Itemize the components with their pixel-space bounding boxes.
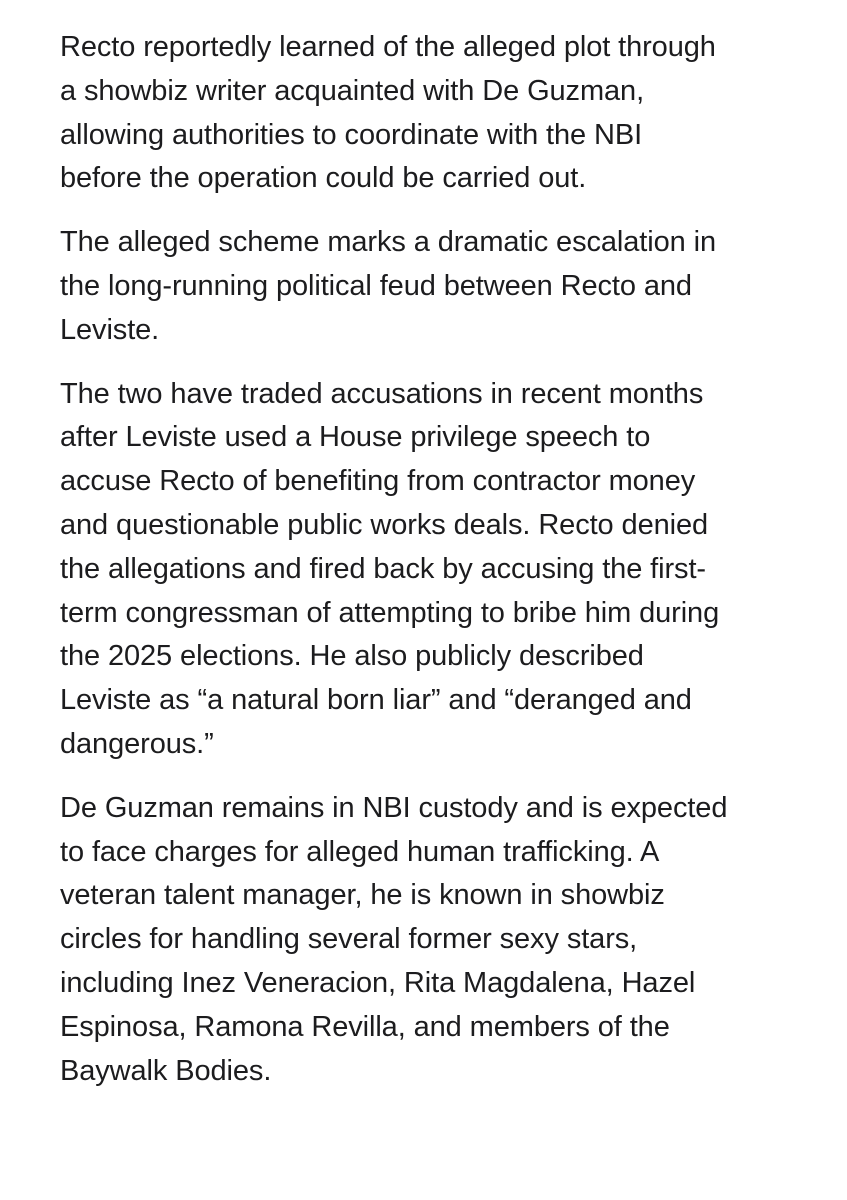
text-line: a showbiz writer acquainted with De Guzman, (60, 74, 645, 107)
text-line: and questionable public works deals. Recto denied (60, 508, 709, 541)
paragraph-2 (60, 221, 835, 352)
text-line: De Guzman remains in NBI custody and is expected (60, 791, 728, 824)
text-line: Leviste as “a natural born liar” and “deranged and (60, 684, 692, 717)
text-line: the 2025 elections. He also publicly described (60, 640, 644, 673)
paragraph-1 (60, 26, 835, 201)
text-line: The alleged scheme marks a dramatic escalation in (60, 226, 716, 259)
text-line: veteran talent manager, he is known in showbiz (60, 879, 665, 912)
text-line: Leviste. (60, 313, 160, 346)
text-line: circles for handling several former sexy stars, (60, 923, 638, 956)
text-line: term congressman of attempting to bribe him during (60, 596, 720, 629)
text-line: Baywalk Bodies. (60, 1054, 272, 1087)
text-line: dangerous.” (60, 727, 214, 760)
text-line: Espinosa, Ramona Revilla, and members of the (60, 1010, 670, 1043)
text-line: Recto reportedly learned of the alleged plot through (60, 31, 716, 63)
text-line: allowing authorities to coordinate with the NBI (60, 118, 643, 151)
text-line: after Leviste used a House privilege speech to (60, 421, 651, 454)
text-line: accuse Recto of benefiting from contractor money (60, 465, 696, 498)
text-line: the long-running political feud between Recto and (60, 269, 692, 302)
text-line: before the operation could be carried out. (60, 162, 587, 195)
text-line: including Inez Veneracion, Rita Magdalena, Hazel (60, 966, 696, 999)
text-line: the allegations and fired back by accusing the first- (60, 552, 706, 585)
paragraph-3 (60, 373, 835, 767)
text-line: The two have traded accusations in recent months (60, 377, 704, 410)
paragraph-4 (60, 787, 835, 1094)
article-body (60, 26, 835, 1113)
text-line: to face charges for alleged human trafficking. A (60, 835, 660, 868)
